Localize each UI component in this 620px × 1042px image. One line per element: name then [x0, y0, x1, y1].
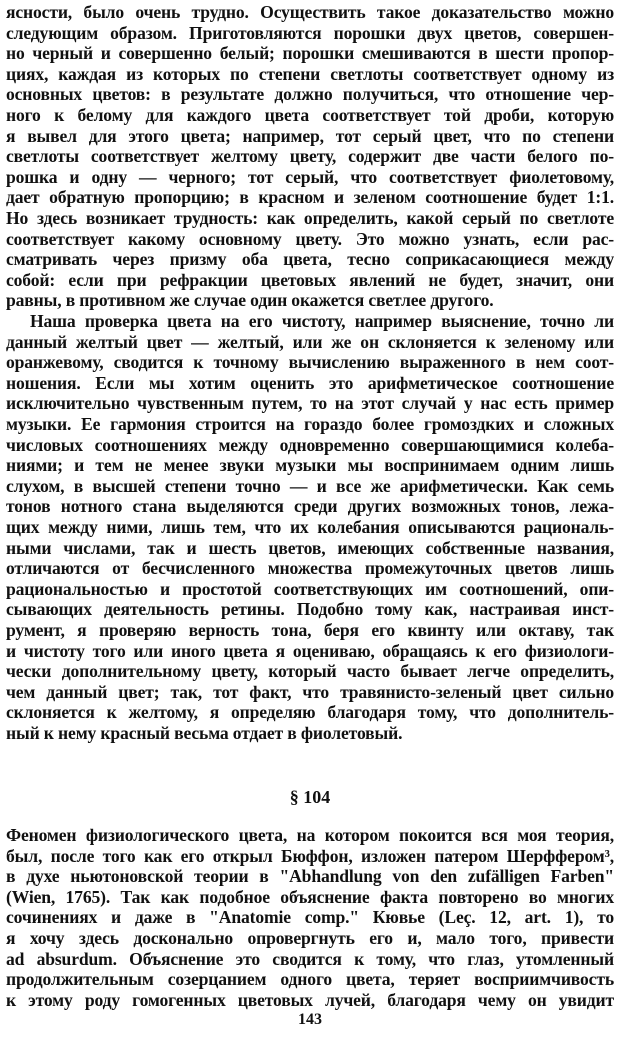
text-line: рошка и одну — черного; тот серый, что соответствует фиолетовому,: [6, 166, 614, 187]
text-line: оранжевому, сводится к точному вычислению выраженного в нем соот-: [6, 352, 614, 373]
text-line: был, после того как его открыл Бюффон, изложен патером Шерффером³,: [6, 845, 614, 866]
text-line: тонов нотного стана выделяются среди других возможных тонов, лежа-: [6, 496, 614, 517]
text-line: ными числами, так и шесть цветов, имеющих собственные названия,: [6, 537, 614, 558]
text-line: равны, в противном же случае один окажется светлее другого.: [6, 290, 494, 311]
text-line: исключительно чувственным путем, то на этот случай у нас есть пример: [6, 393, 614, 414]
text-line: собой: если при рефракции цветовых явлений не будет, значит, они: [6, 269, 614, 290]
text-line: циях, каждая из которых по степени светлоты соответствует одному из: [6, 63, 614, 84]
text-line: сывающих деятельность ретины. Подобно тому как, настраивая инст-: [6, 599, 614, 620]
text-line: сочинениях и даже в "Anatomie comp." Кювье (Leç. 12, art. 1), то: [6, 907, 614, 928]
text-line: рациональностью и простотой соответствующих им соотношений, опи-: [6, 578, 614, 599]
text-line: щих между ними, лишь тем, что их колебания описываются рациональ-: [6, 516, 614, 537]
text-line: в духе ньютоновской теории в "Abhandlung von den zufälligen Farben": [6, 866, 614, 887]
text-line: ниями; и тем не менее звуки музыки мы воспринимаем одним лишь: [6, 455, 614, 476]
section-heading: § 104: [289, 787, 331, 807]
text-line: сматривать через призму оба цвета, тесно соприкасающиеся между: [6, 249, 614, 270]
text-line: Феномен физиологического цвета, на котором покоится вся моя теория,: [6, 825, 614, 845]
text-line: но черный и совершенно белый; порошки смешиваются в шести пропор-: [6, 43, 614, 64]
paragraph-3: [6, 825, 614, 1010]
text-line: румент, я проверяю верность тона, беря его квинту или октаву, так: [6, 619, 614, 640]
text-line: продолжительным созерцанием одного цвета, теряет восприимчивость: [6, 969, 614, 990]
paragraph-1: [6, 2, 614, 311]
text-line: дает обратную пропорцию; в красном и зеленом соотношение будет 1:1.: [6, 187, 614, 208]
text-line: слухом, в высшей степени точно — и все же арифметически. Как семь: [6, 475, 614, 496]
text-line: чем данный цвет; так, тот факт, что травянисто-зеленый цвет сильно: [6, 681, 614, 702]
text-line: соответствует какому основному цвету. Это можно узнать, если рас-: [6, 228, 614, 249]
text-line: следующим образом. Приготовляются порошки двух цветов, совершен-: [6, 22, 614, 43]
page-number: 143: [298, 1011, 322, 1028]
text-line: Наша проверка цвета на его чистоту, например выяснение, точно ли: [30, 311, 614, 331]
text-line: светлоты соответствует желтому цвету, содержит две части белого по-: [6, 146, 614, 167]
paragraph-2: [6, 311, 614, 743]
text-line: числовых соотношениях между одновременно совершающимися колеба-: [6, 434, 614, 455]
text-line: ного к белому для каждого цвета соответствует той дроби, которую: [6, 104, 614, 125]
text-line: и чистоту того или иного цвета я оцениваю, обращаясь к его физиологи-: [6, 640, 614, 661]
text-line: ясности, было очень трудно. Осуществить такое доказательство можно: [6, 2, 614, 22]
text-line: Но здесь возникает трудность: как определить, какой серый по светлоте: [6, 207, 614, 228]
text-line: я вывел для этого цвета; например, тот серый цвет, что по степени: [6, 125, 614, 146]
text-line: ad absurdum. Объяснение это сводится к тому, что глаз, утомленный: [6, 948, 614, 969]
text-line: музыки. Ее гармония строится на гораздо более громоздких и сложных: [6, 413, 614, 434]
text-line: я хочу здесь досконально опровергнуть его и, мало того, привести: [6, 927, 614, 948]
text-line: отличаются от бесчисленного множества промежуточных цветов лишь: [6, 558, 614, 579]
text-line: к этому роду гомогенных цветовых лучей, благодаря чему он увидит: [6, 989, 614, 1010]
text-line: основных цветов: в результате должно получиться, что отношение чер-: [6, 84, 614, 105]
text-line: склоняется к желтому, я определяю благодаря тому, что дополнитель-: [6, 702, 614, 723]
text-line: ный к нему красный весьма отдает в фиолетовый.: [6, 722, 403, 743]
text-line: чески дополнительному цвету, который часто бывает легче определить,: [6, 661, 614, 682]
text-line: данный желтый цвет — желтый, или же он склоняется к зеленому или: [6, 331, 614, 352]
text-line: ношения. Если мы хотим оценить это арифметическое соотношение: [6, 372, 614, 393]
text-line: (Wien, 1765). Так как подобное объяснение факта повторено во многих: [6, 886, 614, 907]
